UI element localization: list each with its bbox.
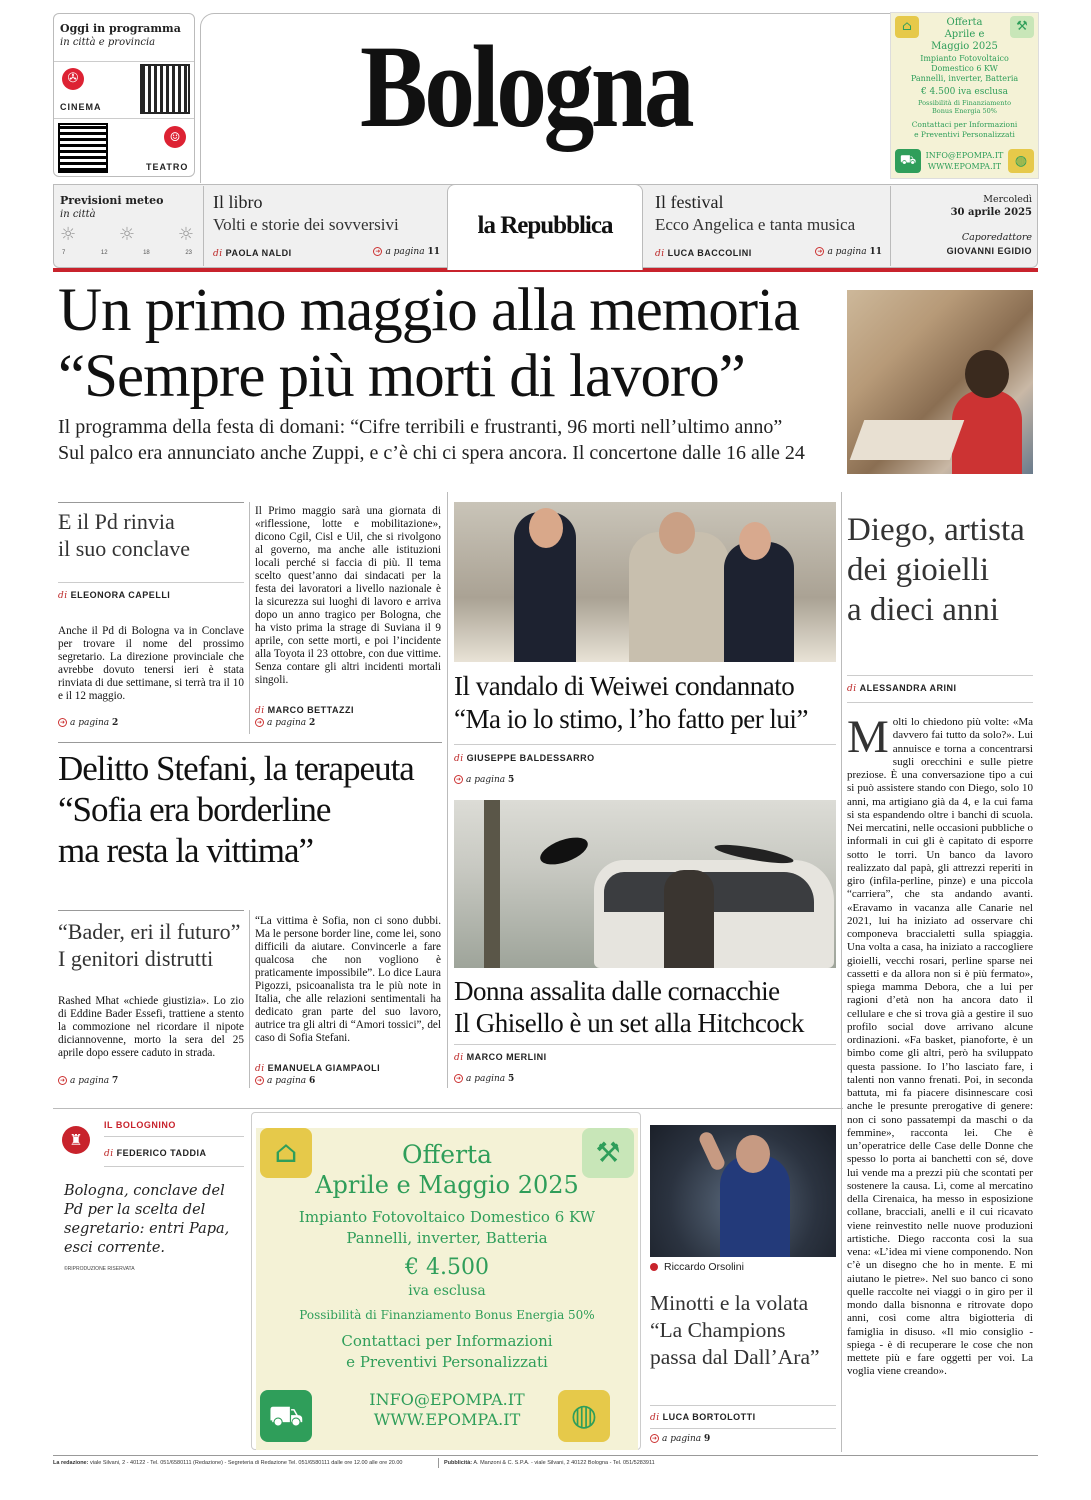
top-ad-contact1: Contattaci per Informazioni (911, 120, 1018, 129)
top-ad-line2: Aprile e (944, 29, 985, 40)
editor-name: GIOVANNI EGIDIO (946, 246, 1032, 256)
vittima-body: “La vittima è Sofia, non ci sono dubbi. Ma le persone border line, come lei, sono difficili da aiutare. Convincerle a fare qualcosa che non vogliono è praticamente impossibile”. Lo dice Laura Pigozzi, psicoanalista tra le più note in Italia, che alle relazioni sentimentali ha dedicato gran parte del suo lavoro, autrice tra gli altri di “Amori tossici”, del caso di Sofia Stefani. (255, 915, 441, 1044)
minotti-author: LUCA BORTOLOTTI (662, 1412, 756, 1422)
big-ad-web[interactable]: WWW.EPOMPA.IT (373, 1410, 521, 1429)
globe-icon: ◍ (1008, 149, 1034, 173)
cinema-icon: ✇ (62, 68, 84, 90)
big-ad-line1: Impianto Fotovoltaico Domestico 6 KW (298, 1208, 596, 1226)
cinema-qr-icon[interactable] (142, 66, 188, 112)
vandalo-photo (454, 502, 836, 662)
page-prefix: a pagina (385, 247, 425, 257)
rights-notice: ©RIPRODUZIONE RISERVATA (64, 1266, 135, 1272)
weather-title: Previsioni meteo (60, 194, 164, 207)
diego-title-1[interactable]: Diego, artista (847, 512, 1025, 548)
byline-prefix: di (255, 706, 265, 716)
nav-book[interactable] (210, 190, 442, 262)
nav-festival-kicker: Il festival (655, 192, 724, 212)
orsolini-caption (650, 1261, 744, 1273)
cornacchie-photo (454, 800, 836, 968)
minotti-headline[interactable] (650, 1290, 820, 1371)
cornacchie-headline[interactable] (454, 975, 804, 1039)
arrow-icon: ➜ (256, 1077, 263, 1084)
sun-icon: ☼ (118, 224, 136, 245)
bolognino-author: FEDERICO TADDIA (116, 1148, 207, 1158)
sun-icon: ☼ (60, 224, 77, 245)
top-ad[interactable] (890, 12, 1039, 179)
minotti-headline-3[interactable]: passa dal Dall’Ara” (650, 1345, 820, 1369)
big-ad-fin: Possibilità di Finanziamento Bonus Energia 50% (299, 1308, 595, 1322)
bader-title-1[interactable]: “Bader, eri il futuro” (58, 919, 241, 944)
nav-book-page[interactable]: 11 (427, 247, 440, 257)
arrow-icon: ➜ (59, 1077, 66, 1084)
worker-icon: ⚒ (1010, 16, 1034, 38)
page-prefix: a pagina (662, 1434, 702, 1444)
big-ad-contact1: Contattaci per Informazioni (341, 1332, 553, 1350)
nav-festival-page[interactable]: 11 (869, 247, 882, 257)
big-ad-price: € 4.500 (405, 1255, 489, 1280)
globe-icon: ◍ (558, 1390, 610, 1442)
big-ad-line2: Pannelli, inverter, Batteria (346, 1229, 548, 1247)
vittima-page[interactable]: 6 (309, 1076, 316, 1086)
byline-prefix: di (454, 1053, 464, 1063)
stefani-headline-2[interactable]: “Sofia era borderline (58, 790, 331, 829)
program-subtitle: in città e provincia (60, 37, 156, 48)
top-ad-fin2: Bonus Energia 50% (932, 107, 997, 115)
top-ad-line6: Pannelli, inverter, Batteria (910, 74, 1019, 83)
minotti-headline-1[interactable]: Minotti e la volata (650, 1291, 809, 1315)
footer-left-text: viale Silvani, 2 - 40122 - Tel. 051/6580111 (Redazione) - Segreteria di Redazione Tel. 051/6580111 dalle ore 12.00 alle ore 20.00 (89, 1460, 403, 1466)
nav-festival[interactable] (652, 190, 884, 262)
weather-hour: 7 (62, 250, 66, 256)
teatro-qr-icon[interactable] (60, 125, 106, 171)
weather-hour: 18 (143, 250, 150, 256)
vandalo-page[interactable]: 5 (508, 775, 515, 785)
repubblica-logo[interactable]: la Repubblica (477, 212, 613, 239)
big-ad-title: Offerta (402, 1140, 492, 1169)
byline-prefix: di (58, 591, 68, 601)
bader-page[interactable]: 7 (112, 1076, 119, 1086)
vandalo-headline[interactable] (454, 670, 808, 736)
diego-photo (847, 290, 1033, 474)
pd-title[interactable] (58, 508, 190, 562)
byline-prefix: di (454, 754, 464, 764)
lead-headline-2[interactable]: “Sempre più morti di lavoro” (58, 343, 745, 410)
page-prefix: a pagina (827, 247, 867, 257)
bolognino-kicker: IL BOLOGNINO (104, 1120, 176, 1130)
pd-title-1[interactable]: E il Pd rinvia (58, 509, 175, 534)
diego-dropcap: M (847, 716, 889, 763)
caption-dot-icon (650, 1263, 658, 1271)
pd-body: Anche il Pd di Bologna va in Conclave per trovare il nome del prossimo segretario. La direzione provinciale che avrebbe dovuto tenersi ieri è stata rinviata di due settimane, si terrà tra il 10 e il 12 maggio. (58, 625, 244, 702)
weather-hour: 23 (185, 250, 192, 256)
top-ad-email[interactable]: INFO@EPOMPA.IT (925, 151, 1004, 160)
cornacchie-headline-2[interactable]: Il Ghisello è un set alla Hitchcock (454, 1008, 804, 1038)
nav-book-author: PAOLA NALDI (225, 248, 292, 258)
page-prefix: a pagina (267, 718, 307, 728)
top-ad-price: € 4.500 iva esclusa (920, 87, 1009, 97)
orsolini-photo (650, 1125, 836, 1257)
van-icon: ⛟ (260, 1390, 312, 1442)
top-ad-contact2: e Preventivi Personalizzati (914, 130, 1015, 139)
editor-role: Caporedattore (961, 232, 1032, 243)
nav-book-kicker: Il libro (213, 192, 263, 212)
nav-festival-title[interactable]: Ecco Angelica e tanta musica (655, 215, 856, 234)
stefani-headline-3[interactable]: ma resta la vittima” (58, 831, 314, 870)
date-box (894, 194, 1032, 256)
bolognino-line: Pd per la scelta del (64, 1202, 206, 1218)
big-ad-email[interactable]: INFO@EPOMPA.IT (369, 1390, 525, 1409)
van-icon: ⛟ (895, 149, 921, 173)
bader-title[interactable] (58, 918, 240, 972)
stefani-headline[interactable] (58, 748, 414, 871)
arrow-icon: ➜ (256, 719, 263, 726)
cinema-label[interactable]: CINEMA (60, 102, 102, 112)
program-title: Oggi in programma (60, 22, 181, 35)
page-prefix: a pagina (466, 775, 506, 785)
bolognino-text (64, 1182, 229, 1258)
caption-text: Riccardo Orsolini (664, 1261, 744, 1273)
stefani-headline-1[interactable]: Delitto Stefani, la terapeuta (58, 749, 414, 788)
diego-title-3[interactable]: a dieci anni (847, 592, 1000, 628)
byline-prefix: di (847, 684, 857, 694)
vittima-author: EMANUELA GIAMPAOLI (267, 1063, 381, 1073)
teatro-icon: ☺ (164, 126, 186, 148)
nav-book-title[interactable]: Volti e storie dei sovversivi (213, 215, 399, 234)
top-ad-title: Offerta (946, 17, 983, 28)
footer-right (444, 1460, 655, 1466)
weather-box (58, 192, 196, 262)
top-ad-line3: Maggio 2025 (931, 41, 998, 52)
arrow-icon: ➜ (455, 776, 462, 783)
teatro-label[interactable]: TEATRO (146, 162, 189, 172)
lead-headline-1[interactable]: Un primo maggio alla memoria (58, 277, 800, 344)
masthead-title: Bologna (360, 21, 692, 152)
cornacchie-author: MARCO MERLINI (466, 1052, 547, 1062)
bolognino-line: Bologna, conclave del (64, 1183, 225, 1199)
bolognino-icon: ♜ (62, 1126, 90, 1154)
weather-subtitle: in città (60, 209, 96, 220)
byline-prefix: di (213, 249, 223, 259)
nav-festival-author: LUCA BACCOLINI (667, 248, 752, 258)
diego-title[interactable] (847, 510, 1025, 630)
pd-title-2[interactable]: il suo conclave (58, 536, 190, 561)
vandalo-author: GIUSEPPE BALDESSARRO (466, 753, 595, 763)
weather-hour: 12 (100, 250, 108, 256)
bolognino-box (58, 1112, 244, 1282)
arrow-icon: ➜ (59, 719, 66, 726)
page-prefix: a pagina (267, 1076, 307, 1086)
arrow-icon: ➜ (651, 1435, 658, 1442)
diego-author: ALESSANDRA ARINI (859, 683, 957, 693)
top-ad-line5: Domestico 6 KW (931, 64, 998, 73)
maggio-body: Il Primo maggio sarà una giornata di «riflessione, lotte e mobilitazione», dicono Cgil, Cisl e Uil, che si rivolgono al governo, ma anche alle istituzioni locali perché si faccia di più. Il tema scelto quest’anno dai sindacati per la festa dei lavoratori a livello nazionale è la sicurezza sui luoghi di lavoro e arriva dopo un anno tragico per Bologna, che ha visto prima la strage di Suviana il 9 aprile, con sette morti, e poi l’incidente alla Toyota il 23 ottobre, con due vittime. Senza contare gli altri incidenti mortali singoli. (255, 505, 441, 686)
vandalo-headline-1[interactable]: Il vandalo di Weiwei condannato (454, 671, 795, 701)
worker-icon: ⚒ (582, 1128, 634, 1178)
big-ad-contact2: e Preventivi Personalizzati (346, 1353, 548, 1371)
page-prefix: a pagina (70, 1076, 110, 1086)
diego-article (847, 716, 1033, 1446)
minotti-page[interactable]: 9 (704, 1434, 711, 1444)
bader-title-2[interactable]: I genitori distrutti (58, 946, 214, 971)
lead-sub-1: Il programma della festa di domani: “Cifre terribili e frustranti, 96 morti nell’ultimo anno” (58, 416, 783, 438)
program-box (53, 13, 195, 177)
maggio-author: MARCO BETTAZZI (267, 705, 354, 715)
diego-body: olti lo chiedono più volte: «Ma davvero fai tutto da solo?». Lui annuisce e torna a concentrarsi sugli orecchini e sulle pietre preziose. È una conversazione tipo a cui si può assistere stando con Diego, solo 10 anni, ma artigiano già da 4, e la cui fama si sta espandendo oltre i banchi di scuola. Nei mercatini, nelle occasioni pubbliche o informali in cui gli è capitato di esporre sotto le torri. Un banco da lavoro realizzato dal papà, gli attrezzi reperiti in giro (infila-perline, pinze) e una piccola “carriera”, che sta andando avanti. «Eravamo in vacanza alle Canarie nel 2021, lui ha iniziato ad osservare chi componeva braccialetti sulla spiaggia. Una volta a casa, ha iniziato a raccogliere gioielli, vecchi rosari, perline sparse nei cassetti e da allora non si è più fermato», spiega mamma Debora, che a lui per ragioni d’età non ha ancora dato il cellulare e che si trova già a gestire il suo profilo social dove arrivano alcune ordinazioni. «Fa basket, pianoforte, è un bimbo come gli altri, però ha sviluppato questa passione. Io l’ho lasciato fare, i talenti non vanno frenati. Poi, in seconda battuta, mi fa piacere disinnescare così anche le presunte prerogative di genere: non ci sono passatempi da maschi o da femmine», racconta lei. Che è un’operatrice delle Case delle Donne che spesso lo porta ai banchetti con sé, dove lui vende ma a prezzi più che scontati per sostenere la causa. Lì, come al mercatino della Cirenaica, ha messo in esposizione collane, bracciali, anelli e il cui ricavato viene reinvestito nelle nuove produzioni artistiche. Diego racconta così la sua vena: «L’idea mi viene componendo. Non c’è un disegno che ho in mente. E mi aiutano le pietre». Nel suo banco ci sono quelle raccolte nei viaggi o in giro per il mondo dalla bisnonna e ritrovate dopo anni, così come altra bigiotteria di famiglia in disuso. «Il mio consiglio - spiega - è di recuperare le cose che non mettete più e fare oggetti per voi. La voglia viene creando». (847, 716, 1033, 1378)
footer-left (53, 1460, 402, 1466)
bader-body: Rashed Mhat «chiede giustizia». Lo zio di Eddine Bader Essefi, trattiene a stento la commozione nel ricordare il nipote diciannovenne, morto la sera del 25 aprile dopo essere caduto in strada. (58, 995, 244, 1059)
top-ad-line4: Impianto Fotovoltaico (920, 54, 1009, 63)
top-ad-fin1: Possibilità di Finanziamento (918, 99, 1011, 107)
big-ad-vat: iva esclusa (408, 1283, 486, 1299)
bolognino-line: esci corrente. (64, 1240, 166, 1256)
maggio-page[interactable]: 2 (309, 718, 316, 728)
date-day: Mercoledì (983, 194, 1032, 205)
byline-prefix: di (650, 1413, 660, 1423)
big-ad-panel[interactable] (256, 1128, 638, 1450)
arrow-icon: ➜ (375, 248, 381, 255)
footer-right-label: Pubblicità: (444, 1460, 473, 1466)
page-prefix: a pagina (70, 718, 110, 728)
big-ad-title2: Aprile e Maggio 2025 (315, 1171, 579, 1199)
house-icon: ⌂ (260, 1128, 312, 1178)
top-ad-web[interactable]: WWW.EPOMPA.IT (927, 162, 1002, 171)
bolognino-line: segretario: entri Papa, (64, 1221, 230, 1237)
date-value: 30 aprile 2025 (950, 207, 1032, 218)
page-prefix: a pagina (466, 1074, 506, 1084)
byline-prefix: di (655, 249, 665, 259)
vandalo-headline-2[interactable]: “Ma io lo stimo, l’ho fatto per lui” (454, 704, 808, 734)
lead-sub-2: Sul palco era annunciato anche Zuppi, e c’è chi ci spera ancora. Il concertone dalle 16 alle 24 (58, 442, 805, 464)
pd-page[interactable]: 2 (112, 718, 119, 728)
cornacchie-headline-1[interactable]: Donna assalita dalle cornacchie (454, 976, 780, 1006)
house-icon: ⌂ (895, 16, 919, 38)
sun-icon: ☼ (177, 224, 194, 245)
minotti-headline-2[interactable]: “La Champions (650, 1318, 786, 1342)
diego-title-2[interactable]: dei gioielli (847, 552, 990, 588)
byline-prefix: di (104, 1149, 114, 1159)
pd-author: ELEONORA CAPELLI (70, 590, 171, 600)
arrow-icon: ➜ (455, 1075, 462, 1082)
footer-left-label: La redazione: (53, 1460, 89, 1466)
cornacchie-page[interactable]: 5 (508, 1074, 515, 1084)
footer-right-text: A. Manzoni & C. S.P.A. - viale Silvani, 2 40122 Bologna - Tel. 051/5283911 (473, 1460, 655, 1466)
byline-prefix: di (255, 1064, 265, 1074)
arrow-icon: ➜ (817, 248, 823, 255)
